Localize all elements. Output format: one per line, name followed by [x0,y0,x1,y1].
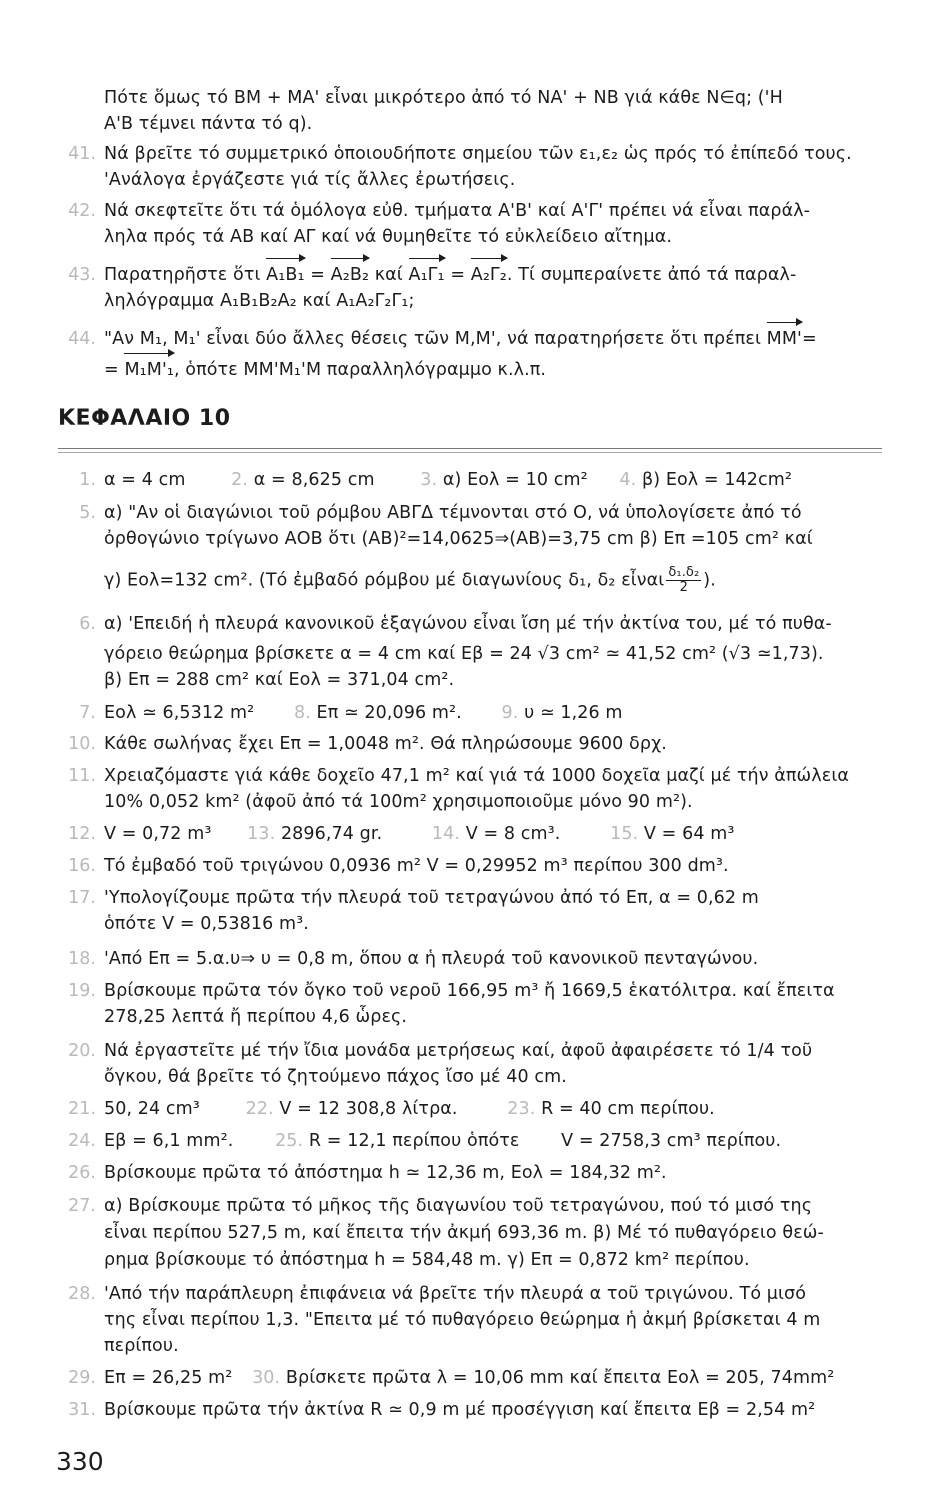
answer-8: Επ ≃ 20,096 m². [316,703,462,723]
equals: = [801,329,817,349]
answer-5-line-2: ὀρθογώνιο τρίγωνο ΑΟΒ ὅτι (ΑΒ)²=14,0625⇒(ΑΒ)=3,75 cm β) Επ =105 cm² καί [104,529,813,549]
item-number: 2. [231,470,249,490]
item-42-line-2: ληλα πρός τά ΑΒ καί ΑΓ καί νά θυμηθεῖτε τό εὐκλείδειο αἴτημα. [104,227,673,247]
item-number: 19. [68,981,96,1001]
vector-a1b1: Α₁Β₁ [266,265,305,285]
equals: = [304,265,331,285]
vector-a2g2: Α₂Γ₂ [470,265,507,285]
answers-12-15 [104,822,894,846]
item-number: 23. [507,1099,536,1119]
item-number: 8. [293,703,311,723]
item-43-post: . Τί συμπεραίνετε ἀπό τά παραλ- [506,265,797,285]
answer-23: R = 40 cm περίπου. [541,1099,715,1119]
answer-27-line-1: α) Βρίσκουμε πρῶτα τό μῆκος τῆς διαγωνίου τοῦ τετραγώνου, πού τό μισό της [104,1196,813,1216]
item-number: 42. [68,201,96,221]
and-word: καί [369,265,409,285]
item-number: 16. [68,856,96,876]
divider [58,452,882,453]
item-number: 13. [247,824,276,844]
item-number: 43. [68,265,96,285]
item-number: 1. [79,470,96,490]
answer-12: V = 0,72 m³ [104,824,212,844]
item-41-line-2: 'Ανάλογα ἐργάζεστε γιά τίς ἄλλες ἐρωτήσεις. [104,170,516,190]
item-number: 44. [68,329,96,349]
item-number: 30. [252,1368,281,1388]
answers-1-4 [104,468,894,492]
vector-a1g1: Α₁Γ₁ [408,265,445,285]
answer-17-line-2: ὁπότε V = 0,53816 m³. [104,914,309,934]
item-43-line-2: ληλόγραμμα Α₁Β₁Β₂Α₂ καί Α₁Α₂Γ₂Γ₁; [104,291,415,311]
chapter-heading: ΚΕΦΑΛΑΙΟ 10 [58,406,231,431]
item-number: 24. [68,1131,96,1151]
answer-5-line-3 [104,566,894,595]
answer-11-line-1: Χρειαζόμαστε γιά κάθε δοχεῖο 47,1 m² καί γιά τά 1000 δοχεῖα μαζί μέ τήν ἀπώλεια [104,766,849,786]
vector-a2b2: Α₂Β₂ [330,265,370,285]
answer-19-line-2: 278,25 λεπτά ἤ περίπου 4,6 ὧρες. [104,1007,408,1027]
answer-19-line-1: Βρίσκουμε πρῶτα τόν ὄγκο τοῦ νεροῦ 166,95 m³ ἤ 1669,5 ἑκατόλιτρα. καί ἔπειτα [104,981,835,1001]
answer-16: Τό ἐμβαδό τοῦ τριγώνου 0,0936 m² V = 0,29952 m³ περίπου 300 dm³. [104,856,729,876]
fraction-numerator: δ₁.δ₂ [668,565,700,580]
item-number: 12. [68,824,96,844]
intro-line-1: Πότε ὅμως τό ΒΜ + ΜΑ' εἶναι μικρότερο ἀπό τό ΝΑ' + ΝΒ γιά κάθε Ν∈q; ('Η [104,88,783,108]
item-43-line-1 [104,263,894,287]
answer-27-line-3: ρημα βρίσκουμε τό ἀπόστημα h = 584,48 m. γ) Επ = 0,872 km² περίπου. [104,1250,750,1270]
answer-1: α = 4 cm [104,470,186,490]
answers-21-23 [104,1097,894,1121]
item-number: 3. [420,470,438,490]
answer-28-line-2: της εἶναι περίπου 1,3. "Επειτα μέ τό πυθαγόρειο θεώρημα ἡ ἀκμή βρίσκεται 4 m [104,1310,821,1330]
answer-17-line-1: 'Υπολογίζουμε πρῶτα τήν πλευρά τοῦ τετραγώνου ἀπό τό Επ, α = 0,62 m [104,888,759,908]
item-42-line-1: Νά σκεφτεῖτε ὅτι τά ὁμόλογα εὐθ. τμήματα Α'Β' καί Α'Γ' πρέπει νά εἶναι παράλ- [104,201,811,221]
item-number: 27. [68,1196,96,1216]
item-number: 22. [245,1099,274,1119]
answer-6-line-3: β) Επ = 288 cm² καί Εολ = 371,04 cm². [104,670,455,690]
intro-line-2: Α'Β τέμνει πάντα τό q). [104,114,313,134]
answer-11-line-2: 10% 0,052 km² (ἀφοῦ ἀπό τά 100m² χρησιμοποιοῦμε μόνο 90 m²). [104,792,693,812]
answer-21: 50, 24 cm³ [104,1099,200,1119]
answer-28-line-1: 'Από τήν παράπλευρη ἐπιφάνεια νά βρεῖτε τήν πλευρά α τοῦ τριγώνου. Τό μισό [104,1284,807,1304]
answer-29: Επ = 26,25 m² [104,1368,233,1388]
item-number: 17. [68,888,96,908]
answer-25-volume: V = 2758,3 cm³ περίπου. [561,1131,782,1151]
item-number: 31. [68,1400,96,1420]
answer-6-line-1: α) 'Επειδή ἡ πλευρά κανονικοῦ ἑξαγώνου εἶναι ἴση μέ τήν ἀκτίνα του, μέ τό πυθα- [104,614,832,634]
answer-22: V = 12 308,8 λίτρα. [279,1099,458,1119]
answer-18: 'Από Επ = 5.α.υ⇒ υ = 0,8 m, ὅπου α ἡ πλευρά τοῦ κανονικοῦ πενταγώνου. [104,949,759,969]
answer-4: β) Εολ = 142cm² [641,470,793,490]
vector-mm: ΜΜ' [766,329,802,349]
answer-20-line-2: ὄγκου, θά βρεῖτε τό ζητούμενο πάχος ἴσο μέ 40 cm. [104,1067,567,1087]
item-44-line-1 [104,327,894,351]
answer-3: α) Εολ = 10 cm² [442,470,588,490]
answer-20-line-1: Νά ἐργαστεῖτε μέ τήν ἴδια μονάδα μετρήσεως καί, ἀφοῦ ἀφαιρέσετε τό 1/4 τοῦ [104,1041,813,1061]
answer-27-line-2: εἶναι περίπου 527,5 m, καί ἔπειτα τήν ἀκμή 693,36 m. β) Μέ τό πυθαγόρειο θεώ- [104,1223,824,1243]
answer-15: V = 64 m³ [643,824,735,844]
answer-14: V = 8 cm³. [465,824,561,844]
item-number: 5. [79,503,96,523]
item-44-post: , ὁπότε ΜΜ'Μ₁'Μ παραλληλόγραμμο κ.λ.π. [173,360,547,380]
item-number: 6. [79,614,96,634]
answers-7-9 [104,701,894,725]
answer-10: Κάθε σωλήνας ἔχει Επ = 1,0048 m². Θά πληρώσουμε 9600 δρχ. [104,734,667,754]
item-number: 28. [68,1284,96,1304]
answer-24: Εβ = 6,1 mm². [104,1131,234,1151]
answer-5-close: ). [703,570,716,591]
item-number: 9. [501,703,519,723]
equals: = [104,360,125,380]
item-41-line-1: Νά βρεῖτε τό συμμετρικό ὁποιουδήποτε σημείου τῶν ε₁,ε₂ ὡς πρός τό ἐπίπεδό τους. [104,144,852,164]
item-number: 26. [68,1163,96,1183]
item-number: 29. [68,1368,96,1388]
item-number: 18. [68,949,96,969]
fraction [666,566,701,595]
answer-25: R = 12,1 περίπου ὁπότε [308,1131,520,1151]
vector-m1m1: Μ₁Μ'₁ [124,360,174,380]
item-number: 7. [79,703,96,723]
answers-29-30 [104,1366,894,1390]
answer-28-line-3: περίπου. [104,1336,179,1356]
item-number: 14. [431,824,461,844]
item-44-line-2 [104,358,894,382]
equals: = [444,265,471,285]
item-number: 21. [68,1099,96,1119]
answer-31: Βρίσκουμε πρῶτα τήν ἀκτίνα R ≃ 0,9 m μέ προσέγγιση καί ἔπειτα Εβ = 2,54 m² [104,1400,816,1420]
item-number: 10. [68,734,96,754]
answer-2: α = 8,625 cm [253,470,375,490]
answer-5-line-1: α) "Αν οἱ διαγώνιοι τοῦ ρόμβου ΑΒΓΔ τέμνονται στό Ο, νά ὑπολογίσετε ἀπό τό [104,503,802,523]
page-number: 330 [56,1447,104,1476]
answer-5-text: γ) Εολ=132 cm². (Τό ἐμβαδό ρόμβου μέ διαγωνίους δ₁, δ₂ εἶναι [104,570,665,591]
item-number: 15. [610,824,639,844]
item-number: 4. [619,470,637,490]
item-number: 11. [68,766,96,786]
answer-6-line-2: γόρειο θεώρημα βρίσκετε α = 4 cm καί Εβ = 24 √3 cm² ≃ 41,52 cm² (√3 ≃1,73). [104,644,824,664]
answer-9: υ ≃ 1,26 m [524,703,623,723]
answer-30: Βρίσκετε πρῶτα λ = 10,06 mm καί ἔπειτα Εολ = 205, 74mm² [285,1368,835,1388]
fraction-denominator: 2 [679,580,688,595]
answer-7: Εολ ≃ 6,5312 m² [104,703,255,723]
item-44-pre: "Αν Μ₁, Μ₁' εἶναι δύο ἄλλες θέσεις τῶν Μ,Μ', νά παρατηρήσετε ὅτι πρέπει [104,329,767,349]
item-number: 41. [68,144,96,164]
divider [58,448,882,449]
item-43-pre: Παρατηρῆστε ὅτι [104,265,267,285]
item-number: 20. [68,1041,96,1061]
answers-24-25 [104,1129,894,1153]
answer-13: 2896,74 gr. [280,824,383,844]
item-number: 25. [275,1131,304,1151]
answer-26: Βρίσκουμε πρῶτα τό ἀπόστημα h ≃ 12,36 m, Εολ = 184,32 m². [104,1163,667,1183]
